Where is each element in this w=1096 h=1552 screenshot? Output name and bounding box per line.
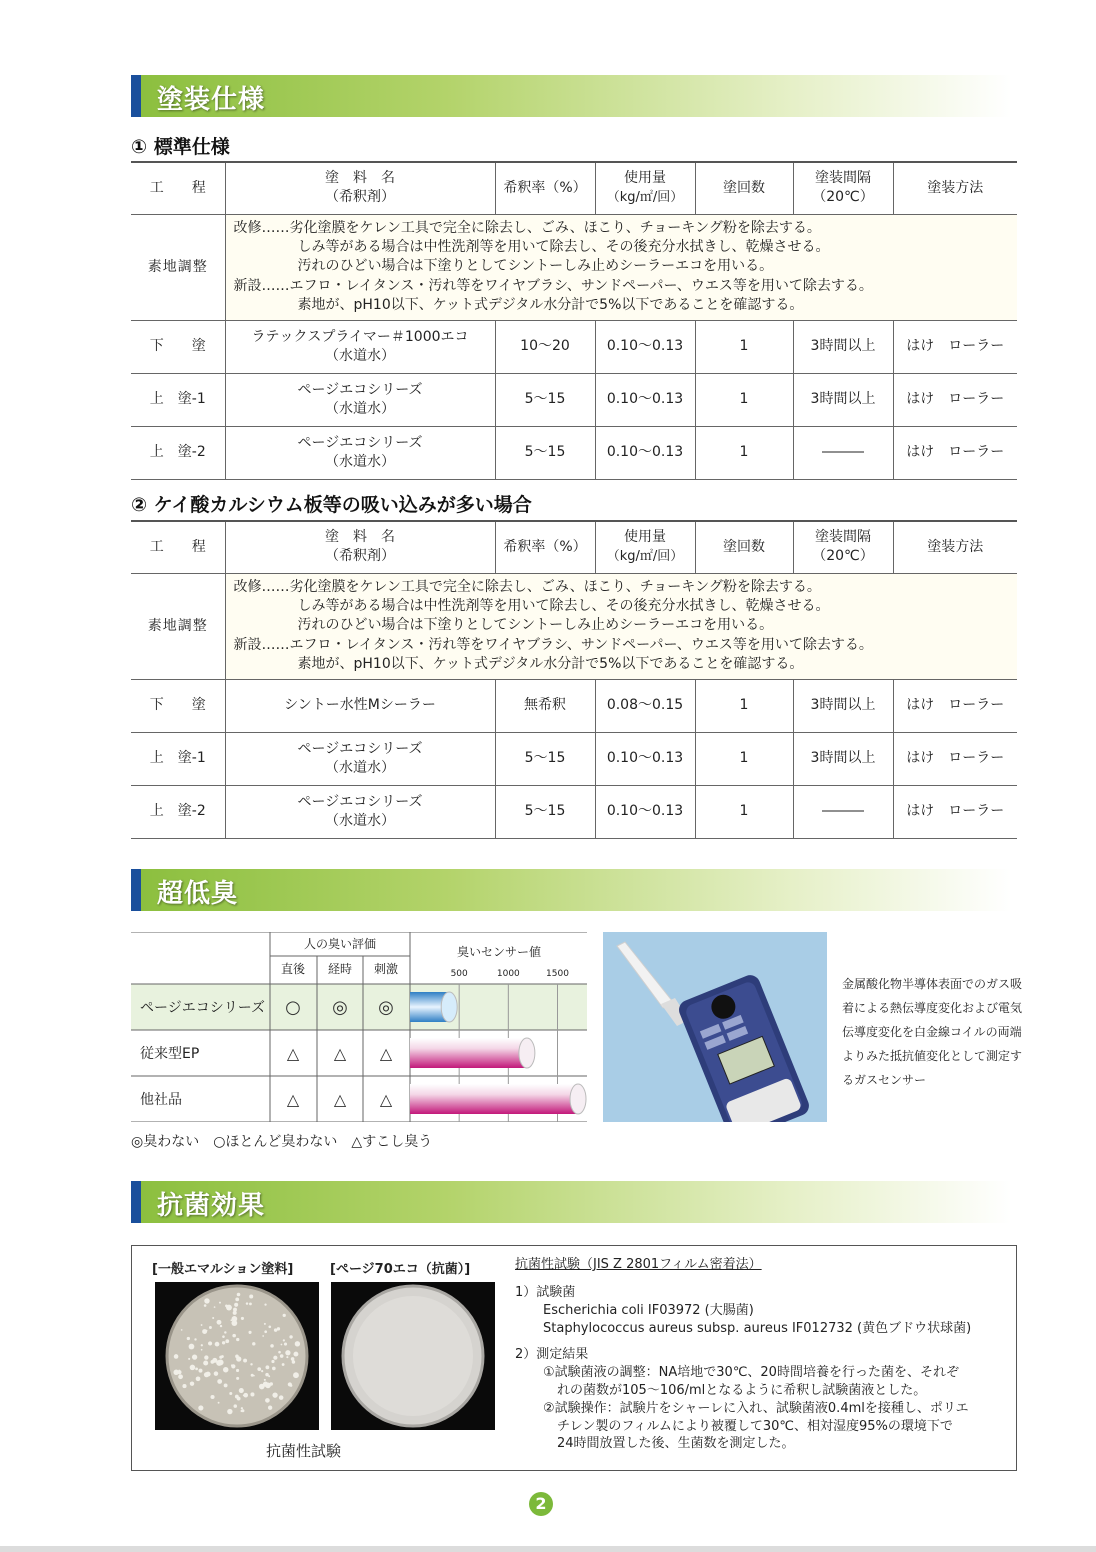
- bacteria-colony: [196, 1376, 201, 1381]
- section-title: 抗菌効果: [157, 1191, 266, 1221]
- bacteria-colony: [286, 1356, 288, 1358]
- bacteria-colony: [226, 1305, 232, 1311]
- bacteria-colony: [223, 1367, 228, 1372]
- bacteria-colony: [290, 1384, 293, 1387]
- bacteria-colony: [215, 1342, 220, 1347]
- col-over-time: 経時: [327, 962, 353, 976]
- spec1-table: [131, 161, 1017, 480]
- bacteria-colony: [261, 1370, 263, 1372]
- bacteria-colony: [283, 1339, 285, 1341]
- bacteria-colony: [277, 1327, 280, 1330]
- bacteria-colony: [194, 1338, 196, 1340]
- bacteria-colony: [246, 1302, 248, 1304]
- col-usage: 使用量 （kg/㎡/回）: [595, 521, 695, 573]
- col-name: 塗 料 名 （希釈剤）: [225, 162, 495, 214]
- bacteria-colony: [250, 1392, 254, 1396]
- bacteria-colony: [282, 1363, 285, 1366]
- col-immediately: 直後: [280, 962, 306, 976]
- bacteria-colony: [174, 1354, 179, 1359]
- spec1-title: ① 標準仕様: [131, 136, 230, 158]
- bacteria-colony: [199, 1369, 203, 1373]
- bacteria-colony: [210, 1395, 214, 1399]
- bacteria-colony: [241, 1409, 244, 1412]
- spec2-title: ② ケイ酸カルシウム板等の吸い込みが多い場合: [131, 494, 532, 516]
- bacteria-colony: [292, 1360, 295, 1363]
- col-irritation: 刺激: [373, 962, 399, 976]
- bacteria-colony: [224, 1383, 228, 1387]
- bacteria-colony: [268, 1325, 271, 1328]
- bacteria-colony: [273, 1356, 277, 1360]
- bacteria-colony: [204, 1372, 209, 1377]
- bacteria-colony: [234, 1404, 237, 1407]
- bacteria-colony: [291, 1357, 295, 1361]
- tick-label: 500: [450, 969, 468, 979]
- bacteria-colony: [187, 1337, 190, 1340]
- antibac-box: [131, 1245, 1017, 1471]
- sensor-header: 臭いセンサー値: [456, 945, 542, 959]
- tick-labels: [451, 969, 570, 979]
- bacteria-colony: [233, 1308, 237, 1312]
- bacteria-colony: [204, 1355, 208, 1359]
- bacteria-colony: [262, 1335, 264, 1337]
- row-name: 他社品: [140, 1092, 182, 1108]
- bacteria-colony: [209, 1326, 212, 1329]
- test-description: 抗菌性試験（JIS Z 2801フィルム密着法） 1）試験菌 Escherichia coli IF03972 (大腸菌) Staphylococcus aureus subsp. aureus IF012732 (黄色ブドウ状球菌) 2）測定結果 ①試験菌液の調整：NA培地で30℃、20時間培養を行った菌を、それぞ れの菌数が105～106/mlとなるように希釈し試験菌液とした。 ②試験操作：試験片をシャーレに入れ、試験菌液0.4mlを接種し、ポリエ チレン製のフィルムにより被覆して30℃、相対湿度95%の環境下で 24時間放置した後、生菌数を測定した。: [515, 1256, 1005, 1453]
- col-dilution: 希釈率（%）: [495, 162, 595, 214]
- bacteria-colony: [204, 1304, 207, 1307]
- eval-mark: ○: [285, 997, 301, 1018]
- row-name: 従来型EP: [140, 1046, 200, 1062]
- col-interval: 塗装間隔 （20℃）: [793, 521, 893, 573]
- eval-mark: △: [286, 1044, 300, 1063]
- bacteria-colony: [212, 1317, 214, 1319]
- bacteria-colony: [189, 1344, 195, 1350]
- gas-sensor-photo: [603, 932, 827, 1122]
- meter-caption: 金属酸化物半導体表面でのガス吸着による熱伝導度変化および電気伝導度変化を白金線コイルの両端よりみた抵抗値変化として測定するガスセンサー: [842, 977, 1023, 1087]
- bacteria-colony: [217, 1379, 222, 1384]
- bacteria-colony: [288, 1352, 290, 1354]
- eval-mark: ◎: [378, 997, 394, 1018]
- bacteria-colony: [241, 1407, 243, 1409]
- prep-label: 素地調整: [131, 214, 225, 320]
- bacteria-colony: [231, 1364, 233, 1366]
- bacteria-colony: [243, 1395, 245, 1397]
- col-method: 塗装方法: [893, 162, 1017, 214]
- bacteria-colony: [272, 1392, 277, 1397]
- bacteria-colony: [190, 1365, 196, 1371]
- bacteria-colony: [188, 1358, 190, 1360]
- bacteria-colony: [236, 1338, 239, 1341]
- col-interval: 塗装間隔 （20℃）: [793, 162, 893, 214]
- eval-mark: ◎: [332, 997, 348, 1018]
- table-row: 下 塗 シントー水性Mシーラー 無希釈 0.08～0.15 1 3時間以上 はけ ローラー: [131, 679, 1017, 732]
- bacteria-colony: [198, 1405, 203, 1410]
- bacteria-colony: [190, 1381, 194, 1385]
- bacteria-colony: [201, 1324, 203, 1326]
- bacteria-colony: [220, 1325, 222, 1327]
- col-name: 塗 料 名 （希釈剤）: [225, 521, 495, 573]
- bacteria-colony: [252, 1342, 255, 1345]
- eval-mark: △: [379, 1044, 393, 1063]
- test-title: 抗菌性試験（JIS Z 2801フィルム密着法）: [515, 1257, 762, 1272]
- bacteria-colony: [289, 1335, 292, 1338]
- bacteria-colony: [251, 1374, 254, 1377]
- bacteria-colony: [284, 1343, 287, 1346]
- bacteria-colony: [257, 1367, 261, 1371]
- bacteria-colony: [265, 1365, 269, 1369]
- col-coats: 塗回数: [695, 162, 793, 214]
- bacteria-colony: [203, 1360, 208, 1365]
- dish1-label: [一般エマルション塗料]: [152, 1262, 294, 1277]
- section-header-antibac: [131, 1181, 1011, 1223]
- table-row: 上 塗-1 ページエコシリーズ （水道水） 5～15 0.10～0.13 1 3時間以上 はけ ローラー: [131, 373, 1017, 426]
- bacteria-colony: [270, 1344, 274, 1348]
- section-header-spec: [131, 75, 1011, 117]
- bacteria-colony: [295, 1341, 300, 1346]
- bacteria-colony: [219, 1302, 221, 1304]
- bacteria-colony: [249, 1294, 253, 1298]
- bacteria-colony: [218, 1360, 224, 1366]
- bacteria-colony: [217, 1320, 222, 1325]
- section-header-odor: [131, 869, 1011, 911]
- bacteria-colony: [293, 1372, 299, 1378]
- bacteria-colony: [222, 1341, 225, 1344]
- table-row: 下 塗 ラテックスプライマー＃1000エコ （水道水） 10～20 0.10～0.13 1 3時間以上 はけ ローラー: [131, 320, 1017, 373]
- prep-label: 素地調整: [131, 573, 225, 679]
- eval-mark: △: [286, 1090, 300, 1109]
- bacteria-colony: [248, 1331, 251, 1334]
- bacteria-colony: [264, 1304, 266, 1306]
- human-eval-header: 人の臭い評価: [303, 937, 377, 951]
- dish-caption: 抗菌性試験: [266, 1442, 342, 1460]
- bacteria-colony: [235, 1395, 239, 1399]
- sensor-bar: [410, 992, 457, 1022]
- bacteria-colony: [211, 1360, 215, 1364]
- prep-notes: 改修……劣化塗膜をケレン工具で完全に除去し、ごみ、ほこり、チョーキング粉を除去する。 しみ等がある場合は中性洗剤等を用いて除去し、その後充分水拭きし、乾燥させる。 汚れのひどい場合は下塗りとしてシントーしみ止めシーラーエコを用いる。 新設……エフロ・レイタンス・汚れ等をワイヤブラシ、サンドペーパー、ウエス等を用いて除去する。 素地が、pH10以下、ケット式デジタル水分計で5%以下であることを確認する。: [225, 573, 1017, 679]
- table-row: 上 塗-1 ページエコシリーズ （水道水） 5～15 0.10～0.13 1 3時間以上 はけ ローラー: [131, 732, 1017, 785]
- bacteria-colony: [214, 1306, 216, 1308]
- col-dilution: 希釈率（%）: [495, 521, 595, 573]
- petri-dish-photo-control: [155, 1282, 319, 1430]
- eval-mark: △: [333, 1090, 347, 1109]
- spec2-table: [131, 520, 1017, 839]
- col-process: 工 程: [131, 521, 225, 573]
- bacteria-colony: [259, 1384, 265, 1390]
- bacteria-colony: [178, 1374, 183, 1379]
- bacteria-colony: [236, 1369, 239, 1372]
- odor-legend: ◎臭わない ○ほとんど臭わない △すこし臭う: [131, 1134, 433, 1150]
- bacteria-colony: [222, 1335, 225, 1338]
- bacteria-colony: [235, 1355, 239, 1359]
- bacteria-colony: [225, 1339, 229, 1343]
- bacteria-colony: [270, 1382, 273, 1385]
- bacteria-colony: [227, 1409, 232, 1414]
- bacteria-colony: [239, 1388, 244, 1393]
- bacteria-colony: [243, 1359, 247, 1363]
- bacteria-colony: [230, 1319, 232, 1321]
- table-row: 上 塗-2 ページエコシリーズ （水道水） 5～15 0.10～0.13 1 ――― はけ ローラー: [131, 785, 1017, 838]
- bacteria-colony: [201, 1349, 203, 1351]
- tick-label: 1000: [496, 969, 520, 979]
- bacteria-colony: [268, 1375, 270, 1377]
- bacteria-colony: [173, 1370, 178, 1375]
- bacteria-colony: [264, 1330, 267, 1333]
- bacteria-colony: [268, 1406, 272, 1410]
- bacteria-colony: [272, 1367, 276, 1371]
- bacteria-colony: [201, 1344, 203, 1346]
- bacteria-colony: [192, 1355, 196, 1359]
- bacteria-colony: [236, 1377, 239, 1380]
- bacteria-colony: [237, 1293, 241, 1297]
- bacteria-colony: [264, 1323, 266, 1325]
- odor-comparison-chart: [131, 932, 587, 1122]
- bacteria-colony: [264, 1379, 266, 1381]
- bacteria-colony: [195, 1368, 198, 1371]
- page-number: 2: [529, 1492, 553, 1516]
- bacteria-colony: [241, 1317, 244, 1320]
- bacteria-colony: [234, 1303, 238, 1307]
- bacteria-colony: [181, 1329, 183, 1331]
- bacteria-colony: [271, 1360, 274, 1363]
- sensor-bar: [410, 1038, 535, 1068]
- bacteria-colony: [229, 1392, 232, 1395]
- col-usage: 使用量 （kg/㎡/回）: [595, 162, 695, 214]
- table-row: 上 塗-2 ページエコシリーズ （水道水） 5～15 0.10～0.13 1 ――― はけ ローラー: [131, 426, 1017, 479]
- row-name: ページエコシリーズ: [140, 1000, 266, 1016]
- bacteria-colony: [279, 1395, 284, 1400]
- bacteria-colony: [178, 1370, 180, 1372]
- bacteria-colony: [280, 1354, 284, 1358]
- bacteria-colony: [293, 1352, 298, 1357]
- bottom-bar: [0, 1546, 1096, 1552]
- bacteria-colony: [208, 1341, 212, 1345]
- tick-label: 1500: [546, 969, 569, 979]
- petri-dish-photo-antibac: [331, 1282, 495, 1430]
- bacteria-colony: [278, 1351, 281, 1354]
- bacteria-colony: [250, 1363, 252, 1365]
- eval-mark: △: [333, 1044, 347, 1063]
- col-process: 工 程: [131, 162, 225, 214]
- section-title: 超低臭: [157, 879, 239, 909]
- bacteria-colony: [283, 1314, 286, 1317]
- bacteria-colony: [182, 1384, 186, 1388]
- bacteria-colony: [204, 1298, 209, 1303]
- sensor-bar: [410, 1084, 586, 1114]
- bacteria-colony: [232, 1334, 236, 1338]
- bacteria-colony: [232, 1316, 238, 1322]
- bacteria-colony: [224, 1331, 226, 1333]
- eval-mark: △: [379, 1090, 393, 1109]
- bacteria-colony: [214, 1371, 218, 1375]
- col-method: 塗装方法: [893, 521, 1017, 573]
- bacteria-colony: [205, 1330, 207, 1332]
- col-coats: 塗回数: [695, 521, 793, 573]
- dish2-label: [ページ70エコ（抗菌）]: [330, 1262, 471, 1277]
- bacteria-colony: [219, 1356, 222, 1359]
- bacteria-colony: [218, 1402, 220, 1404]
- bacteria-colony: [235, 1297, 239, 1301]
- bacteria-colony: [249, 1302, 252, 1305]
- section-title: 塗装仕様: [157, 85, 266, 115]
- bacteria-colony: [265, 1398, 270, 1403]
- bacteria-colony: [281, 1344, 283, 1346]
- prep-notes: 改修……劣化塗膜をケレン工具で完全に除去し、ごみ、ほこり、チョーキング粉を除去する。 しみ等がある場合は中性洗剤等を用いて除去し、その後充分水拭きし、乾燥させる。 汚れのひどい場合は下塗りとしてシントーしみ止めシーラーエコを用いる。 新設……エフロ・レイタンス・汚れ等をワイヤブラシ、サンドペーパー、ウエス等を用いて除去する。 素地が、pH10以下、ケット式デジタル水分計で5%以下であることを確認する。: [225, 214, 1017, 320]
